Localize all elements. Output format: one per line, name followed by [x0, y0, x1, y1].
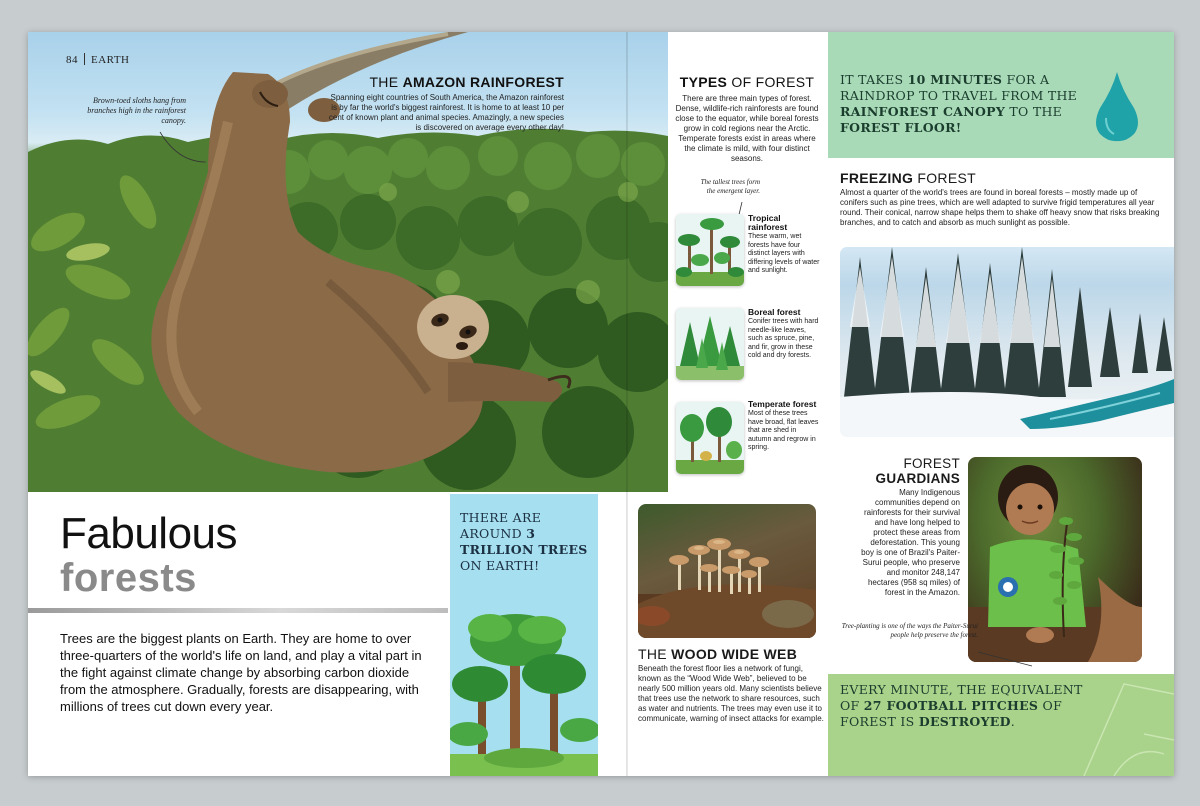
- page-fold: [626, 32, 628, 776]
- trillion-fact-text: [460, 510, 590, 574]
- temperate-forest-illustration: [676, 402, 744, 474]
- amazon-body: Spanning eight countries of South America, the Amazon rainforest is by far the world's biggest rainforest. It is home to at least 10 per cent of known plant and animal species. Amazingly, a new species is discovered on average every other day!: [328, 93, 564, 132]
- types-heading: [673, 74, 821, 90]
- raindrop-fact-panel: [828, 32, 1174, 158]
- page-number: 84: [66, 54, 78, 66]
- tropical-forest-name: Tropical rainforest: [748, 213, 788, 232]
- section-name: EARTH: [91, 54, 130, 66]
- temperate-forest-name: Temperate forest: [748, 399, 817, 409]
- caption-pointer: [976, 632, 1036, 672]
- guardians-heading-bold: GUARDIANS: [875, 471, 960, 486]
- guardians-heading-light: FOREST: [903, 456, 960, 471]
- amazon-rainforest-section: [324, 74, 564, 133]
- pitch-fact-part: OF FOREST IS: [840, 698, 1063, 729]
- freezing-body: Almost a quarter of the world's trees are found in boreal forests – mostly made up of conifers such as pine trees, which are well adapted to survive frigid temperatures all year round. Their conical, narrow shape helps them to shake off heavy snow that risks breaking branches, and to catch and absorb as much sunlight as possible.: [840, 188, 1160, 227]
- wood-heading-light: THE: [638, 646, 667, 662]
- raindrop-fact-part: TO THE: [1005, 104, 1063, 119]
- amazon-heading-light: THE: [369, 74, 399, 90]
- guardians-heading: [856, 456, 960, 486]
- freezing-heading-light: FOREST: [917, 170, 976, 186]
- wood-body: Beneath the forest floor lies a network of fungi, known as the “Wood Wide Web”, believed to be nearly 500 million years old. Many scientists believe that trees use the network to share resources, such as water and nutrients. The trees may even use it to communicate, warning of insect attacks for example.: [638, 664, 824, 723]
- snowy-boreal-forest-photo: [840, 247, 1174, 437]
- tropical-forest-illustration: [676, 214, 744, 286]
- boreal-trees-icon: [676, 308, 744, 380]
- types-body: There are three main types of forest. Dense, wildlife-rich rainforests are found close to the equator, while boreal forests grow in cold regions near the Arctic. Temperate forests exist in areas where the climate is mild, with four distinct seasons.: [675, 94, 819, 163]
- sloth-caption: Brown-toed sloths hang from branches high in the rainforest canopy.: [87, 96, 186, 125]
- tropical-trees-icon: [676, 214, 744, 286]
- emergent-layer-caption: The tallest trees form the emergent layer.: [700, 178, 760, 195]
- raindrop-fact-bold: FOREST FLOOR!: [840, 120, 962, 135]
- freezing-heading-bold: FREEZING: [840, 170, 914, 186]
- raindrop-fact-bold: RAINFOREST CANOPY: [840, 104, 1006, 119]
- forest-trees-illustration: [450, 604, 598, 776]
- raindrop-fact-part: IT TAKES: [840, 72, 908, 87]
- page-title: [60, 510, 237, 598]
- pitch-fact-part: EVERY MINUTE, THE EQUIVALENT OF: [840, 682, 1083, 713]
- pitch-fact-bold: DESTROYED: [918, 714, 1011, 729]
- raindrop-icon: [1094, 70, 1140, 142]
- tree-planting-caption: Tree-planting is one of the ways the Paiter-Surui people help preserve the forest.: [841, 622, 978, 639]
- boreal-forest-illustration: [676, 308, 744, 380]
- types-heading-bold: TYPES: [679, 74, 728, 90]
- pitch-fact-bold: 27 FOOTBALL PITCHES: [863, 698, 1039, 713]
- raindrop-fact-text: [840, 72, 1080, 136]
- forest-guardians-section: [856, 456, 960, 598]
- football-pitch-fact-panel: [828, 674, 1174, 776]
- freezing-heading: [840, 170, 1166, 186]
- guardians-body: Many Indigenous communities depend on rainforests for their survival and have long helped to protect these areas from deforestation. This young boy is one of Brazil's Paiter-Surui people, who preserve and monitor 248,147 hectares (958 sq miles) of forest in the Amazon.: [861, 488, 960, 597]
- boreal-forest-info: [748, 308, 820, 361]
- boreal-forest-name: Boreal forest: [748, 307, 801, 317]
- amazon-heading-bold: AMAZON RAINFOREST: [402, 74, 564, 90]
- types-of-forest-section: [673, 74, 821, 164]
- trillion-fact-part: ON EARTH!: [460, 558, 540, 573]
- tropical-forest-info: [748, 214, 820, 276]
- amazon-heading: [324, 74, 564, 90]
- temperate-trees-icon: [676, 402, 744, 474]
- wood-heading-bold: WOOD WIDE WEB: [671, 646, 798, 662]
- folio: [66, 53, 130, 66]
- title-line-2: forests: [60, 556, 197, 600]
- wood-heading: [638, 646, 824, 662]
- pitch-fact-text: [840, 682, 1090, 730]
- magazine-spread: [28, 32, 1174, 776]
- trillion-fact-part: THERE ARE AROUND: [460, 510, 542, 541]
- title-divider: [28, 608, 448, 613]
- tropical-forest-desc: These warm, wet forests have four distinct layers with differing levels of water and sunlight.: [748, 233, 820, 275]
- boreal-forest-desc: Conifer trees with hard needle-like leaves, such as spruce, pine, and fir, grow in these cold and dry forests.: [748, 318, 819, 360]
- temperate-forest-desc: Most of these trees have broad, flat leaves that are shed in autumn and regrow in spring.: [748, 410, 819, 452]
- types-heading-light: OF FOREST: [731, 74, 815, 90]
- trillion-trees-fact-panel: [450, 494, 598, 776]
- wood-wide-web-section: [638, 646, 824, 724]
- trillion-fact-bold: 3 TRILLION TREES: [460, 526, 588, 557]
- raindrop-fact-part: FOR A RAINDROP TO TRAVEL FROM THE: [840, 72, 1078, 103]
- intro-paragraph: Trees are the biggest plants on Earth. They are home to over three-quarters of the world's life on land, and play a vital part in the fight against climate change by absorbing carbon dioxide from the atmosphere. Gradually, forests are disappearing, with millions of trees cut down every year.: [60, 631, 422, 714]
- raindrop-fact-bold: 10 MINUTES: [907, 72, 1003, 87]
- title-line-1: Fabulous: [60, 509, 238, 558]
- mushrooms-illustration: [638, 504, 816, 638]
- pitch-fact-part: .: [1010, 714, 1016, 729]
- freezing-forest-section: [840, 170, 1166, 228]
- snow-forest-illustration: [840, 247, 1174, 437]
- temperate-forest-info: [748, 400, 820, 453]
- fungi-photo: [638, 504, 816, 638]
- folio-divider: [84, 53, 85, 65]
